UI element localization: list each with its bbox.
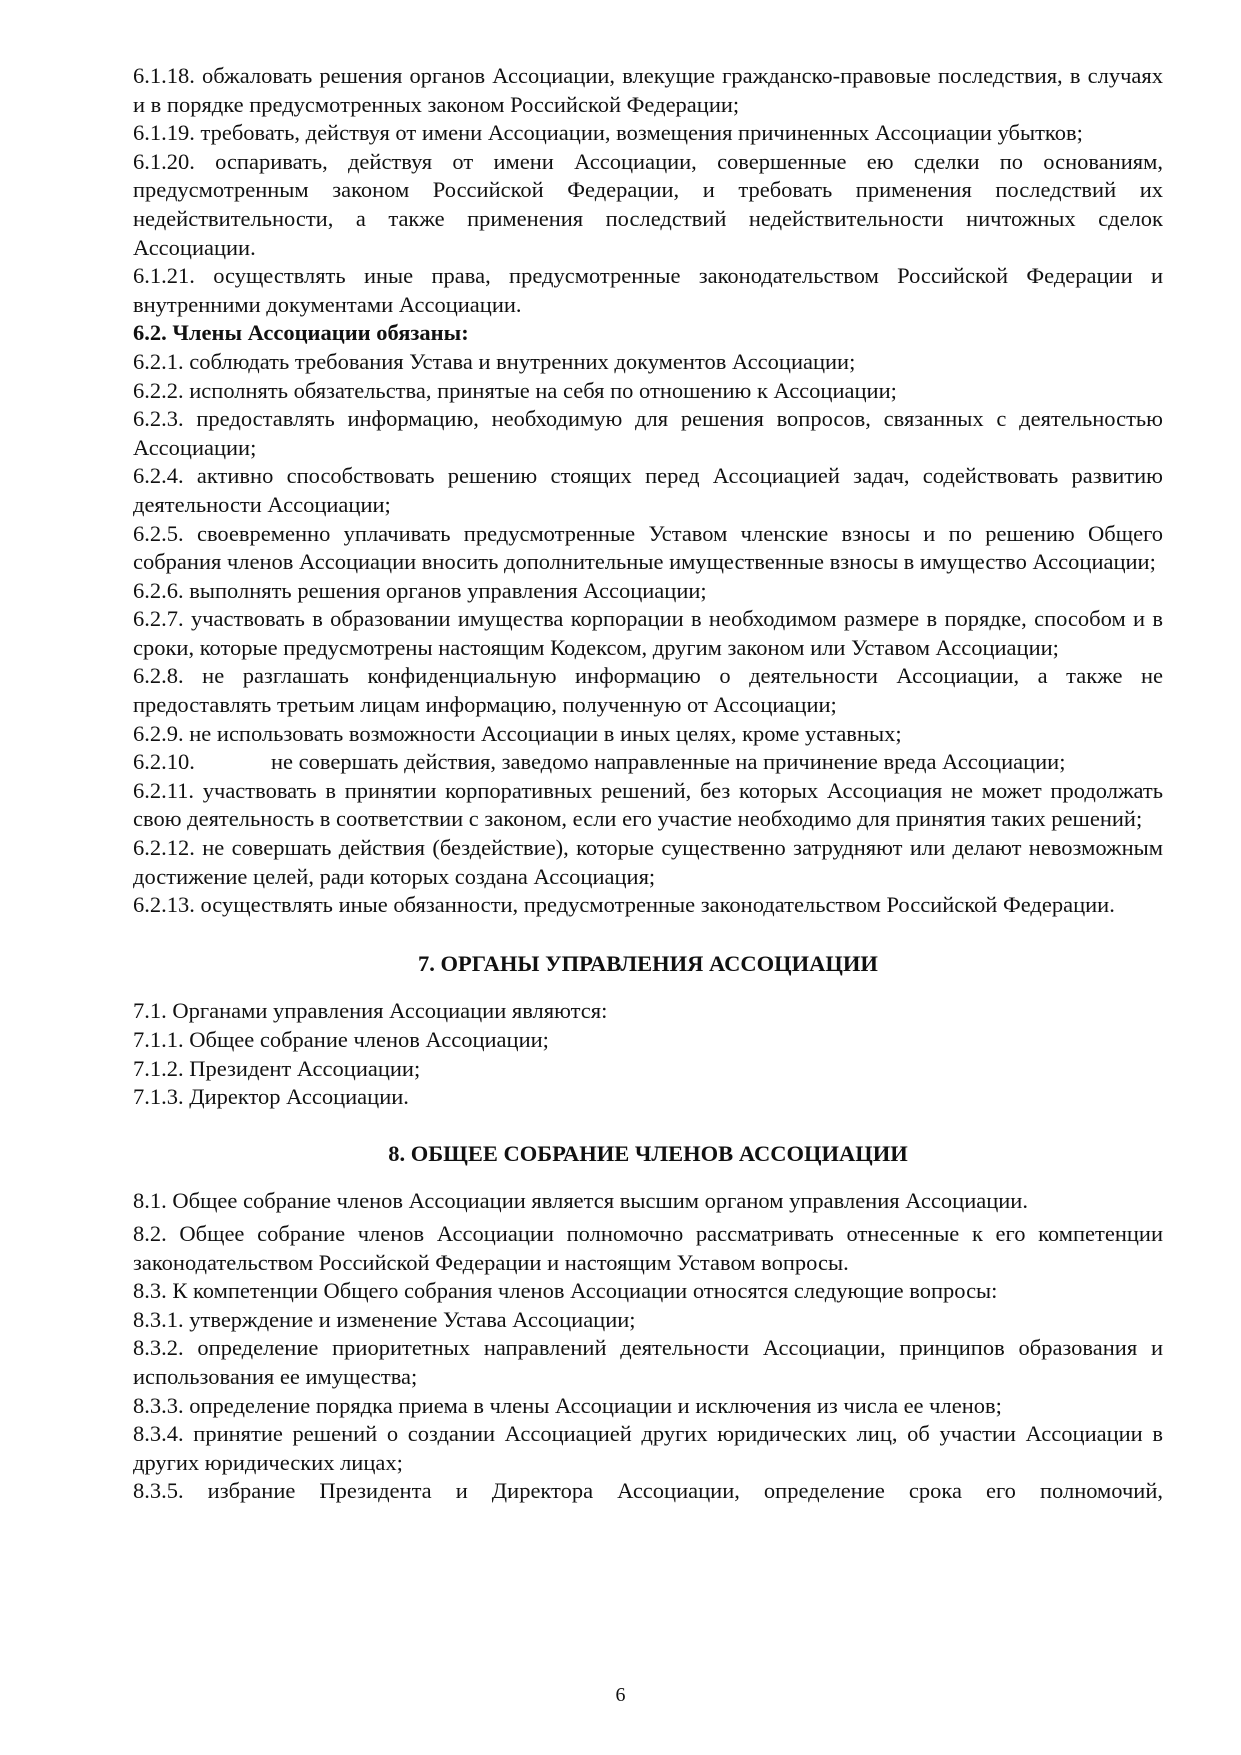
clause-8-1: 8.1. Общее собрание членов Ассоциации является высшим органом управления Ассоциации.	[133, 1188, 1028, 1214]
clause-7-1-2: 7.1.2. Президент Ассоциации;	[133, 1055, 421, 1081]
clause-6-2-6: 6.2.6. выполнять решения органов управления Ассоциации;	[133, 577, 707, 603]
clause-6-1-18: 6.1.18. обжаловать решения органов Ассоциации, влекущие гражданско-правовые последствия, в случаях и в порядке предусмотренных законом Российской Федерации;	[133, 63, 1163, 117]
document-page	[133, 62, 1163, 1506]
clause-6-1-20: 6.1.20. оспаривать, действуя от имени Ассоциации, совершенные ею сделки по основаниям, предусмотренным законом Российской Федерации, и требовать применения последствий их недействительности, а также применения последствий недействительности ничтожных сделок Ассоциации.	[133, 148, 1163, 260]
clause-8-2: 8.2. Общее собрание членов Ассоциации полномочно рассматривать отнесенные к его компетенции законодательством Российской Федерации и настоящим Уставом вопросы.	[133, 1220, 1163, 1275]
clause-6-2-11: 6.2.11. участвовать в принятии корпоративных решений, без которых Ассоциация не может продолжать свою деятельность в соответствии с законом, если его участие необходимо для принятия таких решений;	[133, 777, 1163, 832]
clause-8-3-3: 8.3.3. определение порядка приема в члены Ассоциации и исключения из числа ее членов;	[133, 1392, 1002, 1418]
clause-7-1-3: 7.1.3. Директор Ассоциации.	[133, 1084, 409, 1110]
clause-6-1-19: 6.1.19. требовать, действуя от имени Ассоциации, возмещения причиненных Ассоциации убытков;	[133, 120, 1083, 146]
page-number: 6	[615, 1684, 626, 1706]
clause-6-2-13: 6.2.13. осуществлять иные обязанности, предусмотренные законодательством Российской Федерации.	[133, 892, 1115, 918]
clause-number: 6.2.10.	[133, 749, 195, 775]
clause-6-2-2: 6.2.2. исполнять обязательства, принятые на себя по отношению к Ассоциации;	[133, 377, 897, 403]
section-6-2-heading: 6.2. Члены Ассоциации обязаны:	[133, 320, 469, 346]
clause-8-3: 8.3. К компетенции Общего собрания членов Ассоциации относятся следующие вопросы:	[133, 1278, 998, 1304]
clause-6-2-1: 6.2.1. соблюдать требования Устава и внутренних документов Ассоциации;	[133, 348, 856, 374]
section-7-heading: 7. ОРГАНЫ УПРАВЛЕНИЯ АССОЦИАЦИИ	[418, 950, 878, 976]
section-8-heading: 8. ОБЩЕЕ СОБРАНИЕ ЧЛЕНОВ АССОЦИАЦИИ	[388, 1140, 908, 1166]
clause-7-1-1: 7.1.1. Общее собрание членов Ассоциации;	[133, 1027, 549, 1052]
clause-6-2-3: 6.2.3. предоставлять информацию, необходимую для решения вопросов, связанных с деятельностью Ассоциации;	[133, 406, 1163, 460]
clause-7-1: 7.1. Органами управления Ассоциации являются:	[133, 998, 608, 1024]
clause-6-2-4: 6.2.4. активно способствовать решению стоящих перед Ассоциацией задач, содействовать развитию деятельности Ассоциации;	[133, 463, 1163, 517]
clause-6-2-12: 6.2.12. не совершать действия (бездействие), которые существенно затрудняют или делают невозможным достижение целей, ради которых создана Ассоциация;	[133, 835, 1163, 889]
clause-8-3-5: 8.3.5. избрание Президента и Директора Ассоциации, определение срока его полномочий,	[133, 1478, 1163, 1504]
clause-6-2-7: 6.2.7. участвовать в образовании имущества корпорации в необходимом размере в порядке, способом и в сроки, которые предусмотрены настоящим Кодексом, другим законом или Уставом Ассоциации;	[133, 606, 1163, 660]
clause-6-1-21: 6.1.21. осуществлять иные права, предусмотренные законодательством Российской Федерации и внутренними документами Ассоциации.	[133, 263, 1163, 317]
clause-8-3-4: 8.3.4. принятие решений о создании Ассоциацией других юридических лиц, об участии Ассоциации в других юридических лицах;	[133, 1421, 1163, 1475]
clause-text: не совершать действия, заведомо направленные на причинение вреда Ассоциации;	[271, 749, 1066, 775]
clause-6-2-10	[133, 748, 1163, 777]
clause-6-2-5: 6.2.5. своевременно уплачивать предусмотренные Уставом членские взносы и по решению Общего собрания членов Ассоциации вносить дополнительные имущественные взносы в имущество Ассоциации;	[133, 520, 1163, 575]
clause-6-2-9: 6.2.9. не использовать возможности Ассоциации в иных целях, кроме уставных;	[133, 720, 902, 746]
clause-6-2-8: 6.2.8. не разглашать конфиденциальную информацию о деятельности Ассоциации, а также не предоставлять третьим лицам информацию, полученную от Ассоциации;	[133, 663, 1163, 718]
clause-8-3-1: 8.3.1. утверждение и изменение Устава Ассоциации;	[133, 1306, 636, 1332]
clause-8-3-2: 8.3.2. определение приоритетных направлений деятельности Ассоциации, принципов образования и использования ее имущества;	[133, 1335, 1163, 1389]
